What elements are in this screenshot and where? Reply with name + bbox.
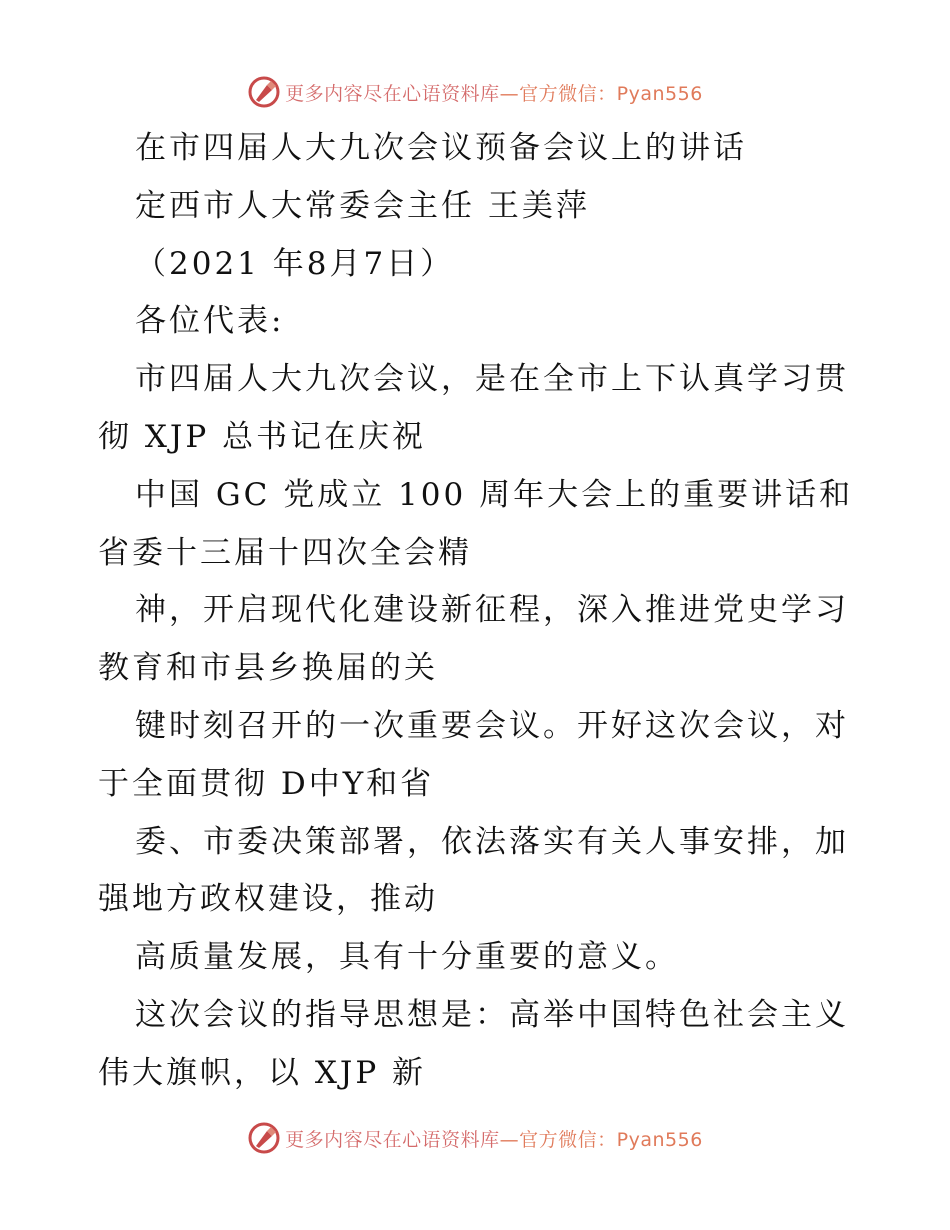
pen-logo-icon xyxy=(247,1121,281,1155)
doc-line: 强地方政权建设，推动 xyxy=(98,881,438,918)
watermark-main-text: 更多内容尽在心语资料库 xyxy=(285,1128,500,1151)
watermark-top xyxy=(0,72,950,112)
watermark-sub-text: —官方微信：Pyan556 xyxy=(499,1128,703,1151)
watermark-bottom xyxy=(0,1118,950,1158)
doc-line: 高质量发展，具有十分重要的意义。 xyxy=(135,939,679,976)
doc-line: 省委十三届十四次全会精 xyxy=(98,534,472,571)
doc-line: 彻 XJP 总书记在庆祝 xyxy=(98,418,427,455)
doc-line: （2021 年8月7日） xyxy=(135,245,455,282)
doc-line: 在市四届人大九次会议预备会议上的讲话 xyxy=(135,130,747,166)
doc-line: 各位代表: xyxy=(135,303,285,340)
document-body xyxy=(98,120,858,1103)
doc-line: 键时刻召开的一次重要会议。开好这次会议，对 xyxy=(135,707,849,744)
doc-line: 神，开启现代化建设新征程，深入推进党史学习 xyxy=(135,592,849,629)
watermark-sub-text: —官方微信：Pyan556 xyxy=(499,82,703,105)
doc-line: 市四届人大九次会议，是在全市上下认真学习贯 xyxy=(135,361,849,398)
doc-line: 教育和市县乡换届的关 xyxy=(98,650,438,687)
doc-line: 伟大旗帜，以 XJP 新 xyxy=(98,1054,427,1091)
doc-line: 于全面贯彻 D中Y和省 xyxy=(98,765,435,802)
doc-line: 中国 GC 党成立 100 周年大会上的重要讲话和 xyxy=(135,476,854,513)
watermark-main-text: 更多内容尽在心语资料库 xyxy=(285,82,500,105)
pen-logo-icon xyxy=(247,75,281,109)
doc-line: 这次会议的指导思想是：高举中国特色社会主义 xyxy=(135,996,849,1033)
doc-line: 定西市人大常委会主任 王美萍 xyxy=(135,187,590,224)
doc-line: 委、市委决策部署，依法落实有关人事安排，加 xyxy=(135,823,849,860)
